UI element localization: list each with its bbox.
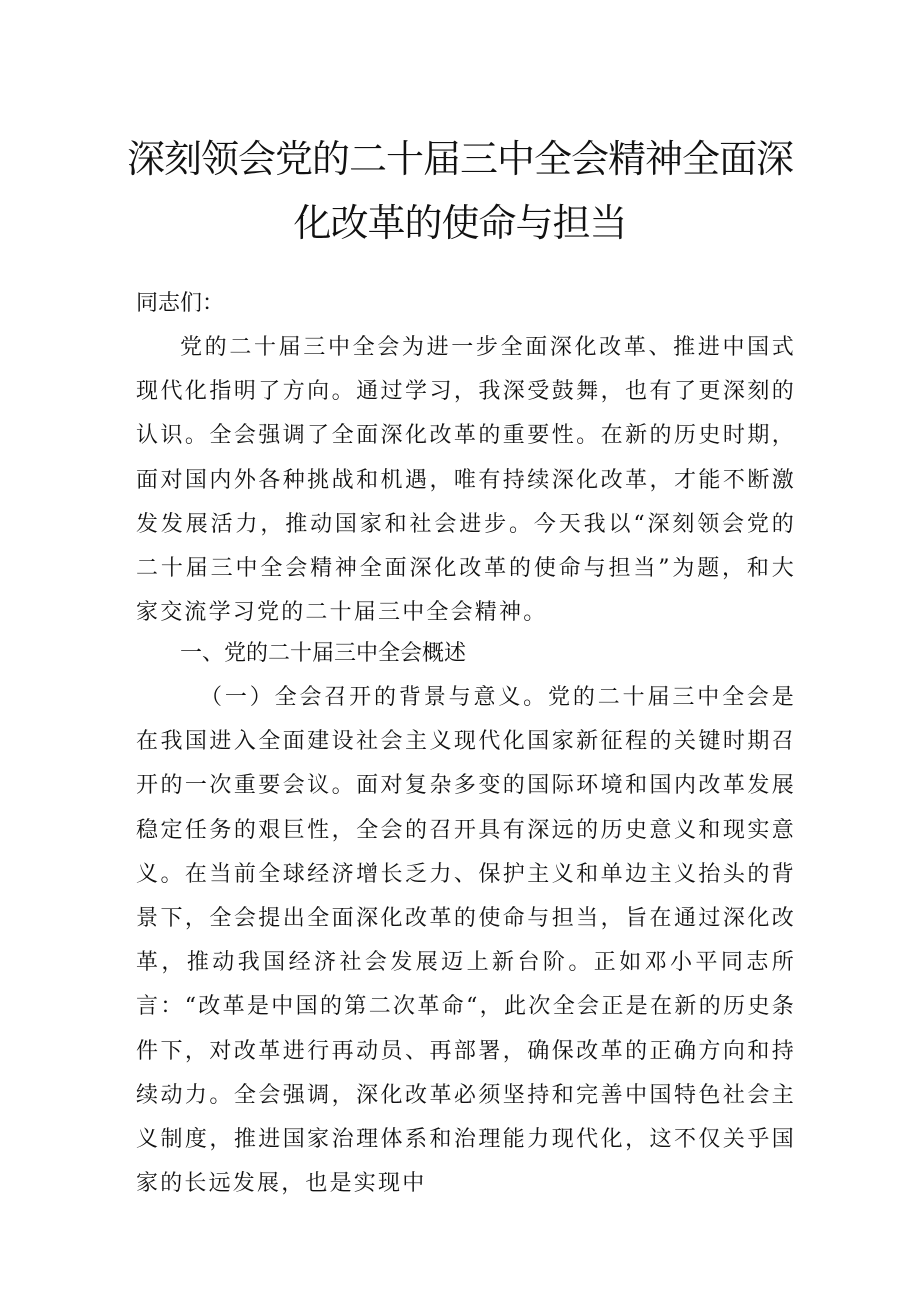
salutation: 同志们： <box>136 291 225 316</box>
document-title-line-1: 深刻领会党的二十届三中全会精神全面深 <box>126 137 793 181</box>
paragraph-background: （一）全会召开的背景与意义。党的二十届三中全会是在我国进入全面建设社会主义现代化国家新征程的关键时期召开的一次重要会议。面对复杂多变的国际环境和国内改革发展稳定任务的艰巨性，全会的召开具有深远的历史意义和现实意义。在当前全球经济增长乏力、保护主义和单边主义抬头的背景下，全会提出全面深化改革的使命与担当，旨在通过深化改革，推动我国经济社会发展迈上新台阶。正如邓小平同志所言：“改革是中国的第二次革命“，此次全会正是在新的历史条件下，对改革进行再动员、再部署，确保改革的正确方向和持续动力。全会强调，深化改革必须坚持和完善中国特色社会主义制度，推进国家治理体系和治理能力现代化，这不仅关乎国家的长远发展，也是实现中 <box>136 685 796 1197</box>
document-title-line-2: 化改革的使命与担当 <box>293 201 627 245</box>
section-heading-1: 一、党的二十届三中全会概述 <box>180 641 467 666</box>
paragraph-intro: 党的二十届三中全会为进一步全面深化改革、推进中国式现代化指明了方向。通过学习，我深受鼓舞，也有了更深刻的认识。全会强调了全面深化改革的重要性。在新的历史时期，面对国内外各种挑战和机遇，唯有持续深化改革，才能不断激发发展活力，推动国家和社会进步。今天我以“深刻领会党的二十届三中全会精神全面深化改革的使命与担当”为题，和大家交流学习党的二十届三中全会精神。 <box>136 335 796 626</box>
